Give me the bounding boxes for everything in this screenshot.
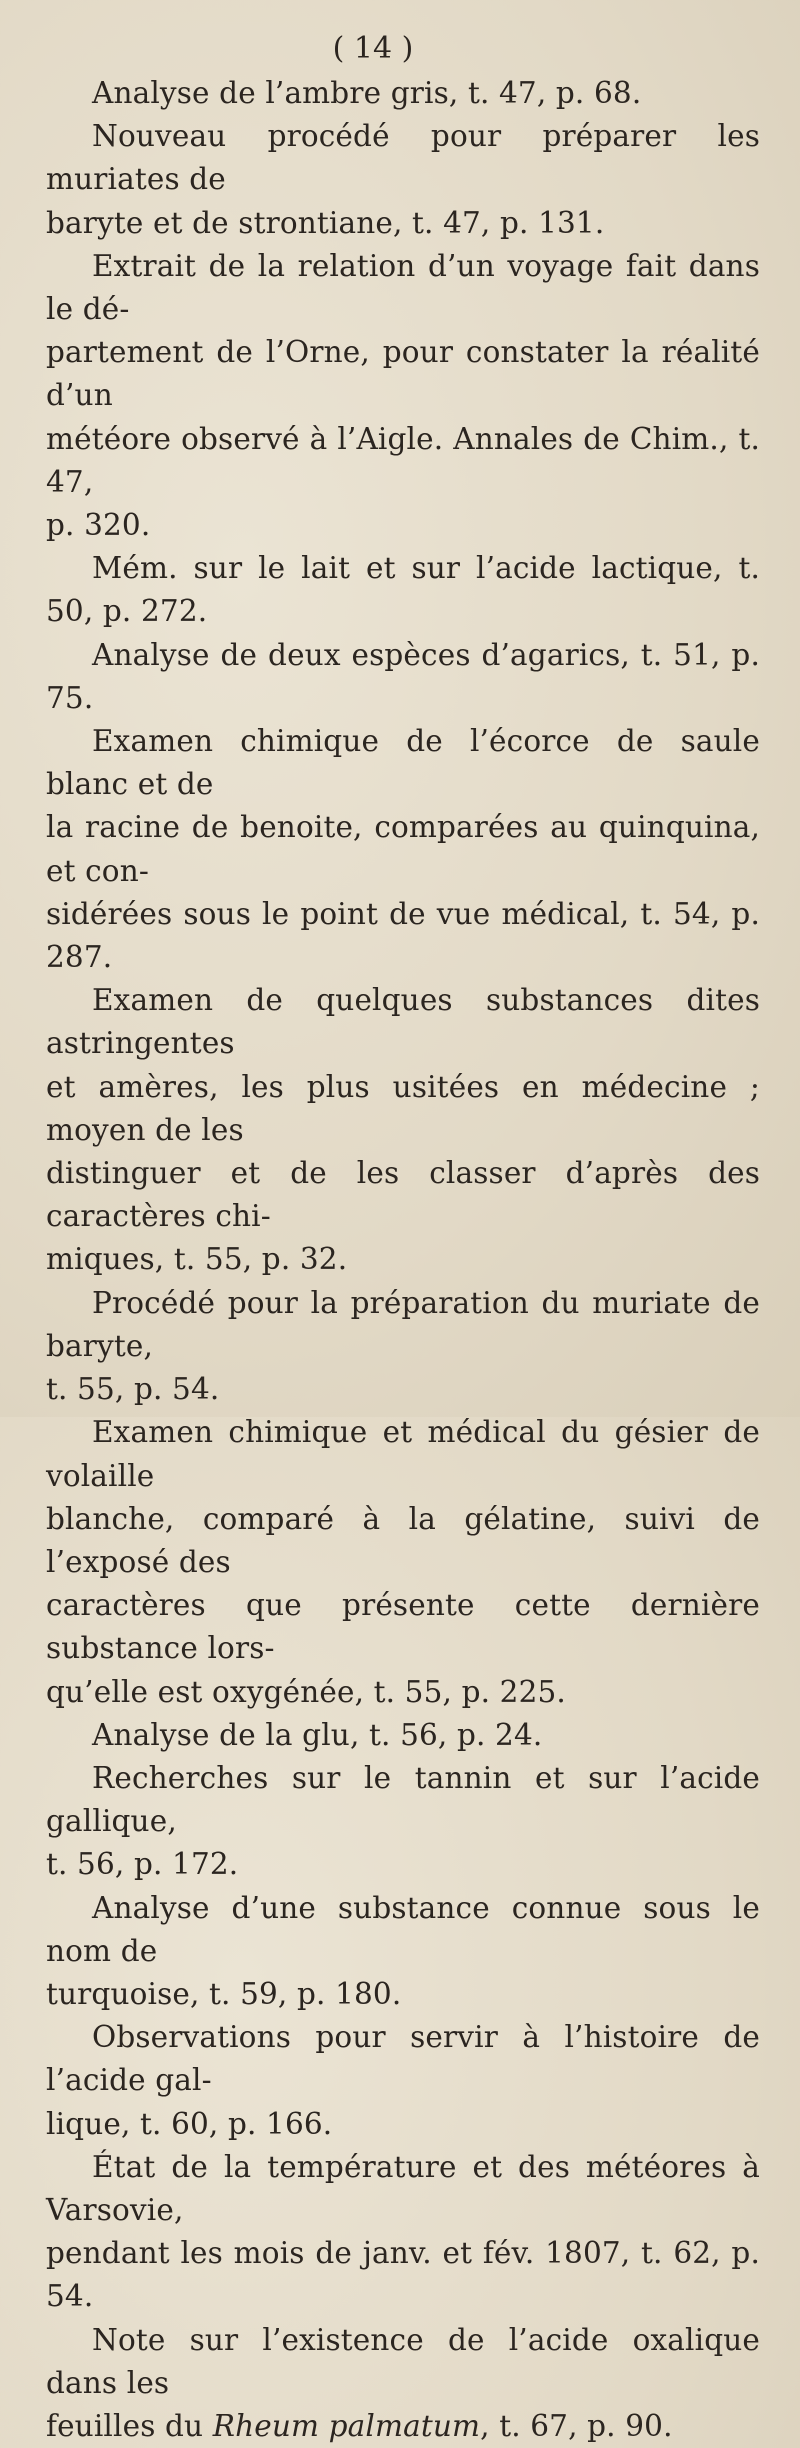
bibliography-entry (46, 1757, 760, 1887)
entry-line: État de la température et des météores à Varsovie, (46, 2149, 760, 2227)
bibliography-entry (46, 1282, 760, 1412)
bibliography-entry (46, 1887, 760, 2017)
bibliography-entry (46, 634, 760, 720)
entry-line: Procédé pour la préparation du muriate de baryte, (46, 1285, 760, 1363)
entry-line: Examen chimique et médical du gésier de volaille (46, 1415, 760, 1493)
bibliography-entry (46, 720, 760, 979)
bibliography-list (46, 72, 760, 2448)
bibliography-entry (46, 2319, 760, 2448)
entry-line: p. 320. (46, 508, 151, 543)
entry-line: caractères que présente cette dernière substance lors- (46, 1588, 760, 1666)
entry-line: partement de l’Orne, pour constater la réalité d’un (46, 335, 760, 413)
entry-line: miques, t. 55, p. 32. (46, 1242, 348, 1277)
species-name: Rheum palmatum (212, 2408, 481, 2443)
entry-line: t. 56, p. 172. (46, 1847, 239, 1882)
entry-line: Nouveau procédé pour préparer les muriates de (46, 119, 760, 197)
entry-line: blanche, comparé à la gélatine, suivi de l’exposé des (46, 1501, 760, 1579)
entry-line: Recherches sur le tannin et sur l’acide gallique, (46, 1760, 760, 1839)
entry-line: Note sur l’existence de l’acide oxalique dans les (46, 2322, 760, 2400)
bibliography-entry (46, 1714, 760, 1757)
entry-line: et amères, les plus usitées en médecine ; moyen de les (46, 1069, 760, 1147)
entry-line: la racine de benoite, comparées au quinquina, et con- (46, 810, 760, 888)
bibliography-entry (46, 115, 760, 245)
bibliography-entry (46, 1411, 760, 1713)
entry-text: feuilles du Rheum palmatum, t. 67, p. 90. (46, 2408, 673, 2443)
entry-line: Examen chimique de l’écorce de saule blanc et de (46, 724, 760, 802)
bibliography-entry (46, 245, 760, 547)
entry-line: Extrait de la relation d’un voyage fait dans le dé- (46, 248, 760, 327)
entry-line: sidérées sous le point de vue médical, t. 54, p. 287. (46, 896, 760, 975)
entry-line: distinguer et de les classer d’après des caractères chi- (46, 1156, 760, 1234)
entry-line: Analyse de deux espèces d’agarics, t. 51, p. 75. (46, 637, 760, 715)
entry-line: Mém. sur le lait et sur l’acide lactique, t. 50, p. 272. (46, 551, 760, 629)
entry-line: Observations pour servir à l’histoire de l’acide gal- (46, 2020, 760, 2098)
entry-line: pendant les mois de janv. et fév. 1807, t. 62, p. 54. (46, 2236, 760, 2314)
entry-line: turquoise, t. 59, p. 180. (46, 1976, 402, 2011)
bibliography-entry (46, 2146, 760, 2319)
entry-line: t. 55, p. 54. (46, 1372, 220, 1407)
entry-line: Analyse de l’ambre gris, t. 47, p. 68. (92, 76, 642, 110)
entry-line: Analyse d’une substance connue sous le nom de (46, 1890, 760, 1968)
entry-line: météore observé à l’Aigle. Annales de Chim., t. 47, (46, 421, 760, 499)
bibliography-entry (46, 547, 760, 633)
entry-line (46, 2405, 760, 2448)
entry-line: Examen de quelques substances dites astringentes (46, 983, 760, 1061)
page-number: ( 14 ) (332, 31, 414, 66)
bibliography-entry (46, 979, 760, 1281)
bibliography-entry (46, 72, 760, 115)
entry-line: lique, t. 60, p. 166. (46, 2106, 333, 2141)
entry-line: Analyse de la glu, t. 56, p. 24. (92, 1717, 543, 1752)
entry-line: qu’elle est oxygénée, t. 55, p. 225. (46, 1674, 566, 1709)
bibliography-entry (46, 2016, 760, 2146)
entry-line: baryte et de strontiane, t. 47, p. 131. (46, 205, 605, 240)
